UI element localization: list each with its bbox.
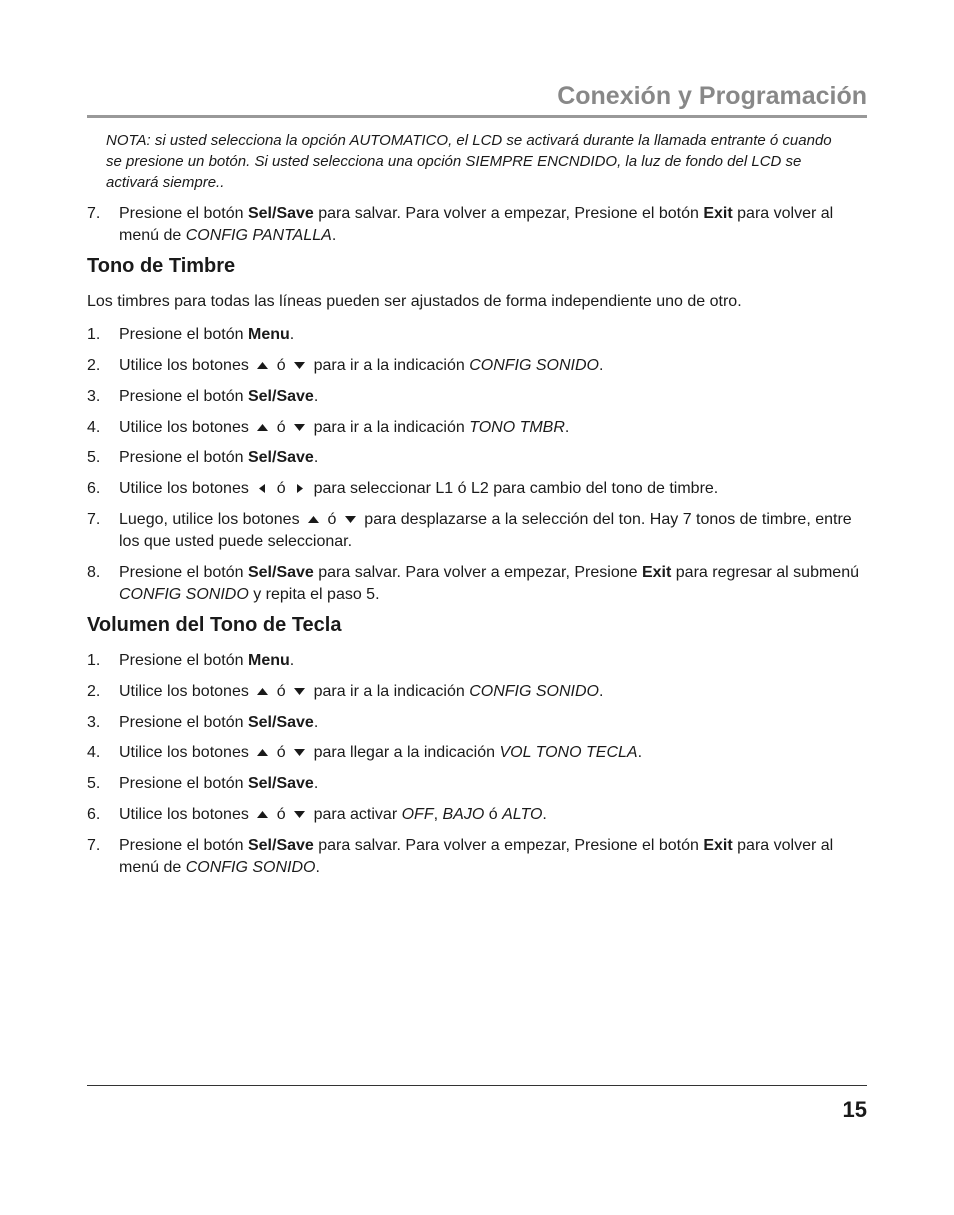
list-item: 7. Luego, utilice los botones ó para desplazarse a la selección del ton. Hay 7 tonos de timbre, entre los que usted puede seleccionar.	[87, 511, 852, 550]
step-number: 6.	[87, 480, 101, 497]
section-intro: Los timbres para todas las líneas pueden ser ajustados de forma independiente uno de otro.	[87, 293, 742, 310]
up-arrow-icon	[257, 748, 268, 757]
up-arrow-icon	[257, 423, 268, 432]
list-item: 5. Presione el botón Sel/Save.	[87, 447, 862, 469]
section-title-tono: Tono de Timbre	[87, 255, 236, 277]
up-arrow-icon	[308, 515, 319, 524]
up-arrow-icon	[257, 687, 268, 696]
step-number: 5.	[87, 449, 101, 466]
step-number: 1.	[87, 652, 101, 669]
list-item: 3. Presione el botón Sel/Save.	[87, 712, 862, 734]
footer-rule	[87, 1085, 867, 1086]
down-arrow-icon	[294, 687, 305, 696]
step-number: 8.	[87, 564, 101, 581]
page-header-title: Conexión y Programación	[557, 82, 867, 110]
down-arrow-icon	[294, 810, 305, 819]
down-arrow-icon	[294, 748, 305, 757]
section-title-volumen: Volumen del Tono de Tecla	[87, 614, 342, 636]
list-item: 2. Utilice los botones ó para ir a la indicación CONFIG SONIDO.	[87, 681, 862, 703]
header-rule	[87, 115, 867, 118]
left-arrow-icon	[257, 484, 268, 493]
up-arrow-icon	[257, 361, 268, 370]
step-number: 6.	[87, 806, 101, 823]
list-item: 1. Presione el botón Menu.	[87, 324, 862, 346]
down-arrow-icon	[294, 361, 305, 370]
step-number: 4.	[87, 744, 101, 761]
up-arrow-icon	[257, 810, 268, 819]
list-item: 6. Utilice los botones ó para seleccionar L1 ó L2 para cambio del tono de timbre.	[87, 478, 862, 500]
list-item: 7. Presione el botón Sel/Save para salvar. Para volver a empezar, Presione el botón Exit para volver al menú de CONFIG SONIDO.	[87, 837, 834, 876]
down-arrow-icon	[294, 423, 305, 432]
right-arrow-icon	[294, 484, 305, 493]
note: NOTA: si usted selecciona la opción AUTOMATICO, el LCD se activará durante la llamada entrante ó cuando se presione un botón. Si usted selecciona una opción SIEMPRE ENCNDIDO, la luz de fondo del LCD se activará siempre..	[106, 132, 832, 191]
step-number: 7.	[87, 837, 101, 854]
step-number: 2.	[87, 683, 101, 700]
step-number: 7.	[87, 511, 101, 528]
down-arrow-icon	[345, 515, 356, 524]
page-number: 15	[842, 1097, 867, 1122]
list-item: 4. Utilice los botones ó para llegar a la indicación VOL TONO TECLA.	[87, 742, 862, 764]
list-item: 2. Utilice los botones ó para ir a la indicación CONFIG SONIDO.	[87, 355, 862, 377]
list-item: 8. Presione el botón Sel/Save para salvar. Para volver a empezar, Presione Exit para regresar al submenú CONFIG SONIDO y repita el paso 5.	[87, 564, 859, 603]
step-number: 2.	[87, 357, 101, 374]
step-number: 4.	[87, 419, 101, 436]
list-item: 4. Utilice los botones ó para ir a la indicación TONO TMBR.	[87, 417, 862, 439]
list-item: 5. Presione el botón Sel/Save.	[87, 773, 862, 795]
list-item: 6. Utilice los botones ó para activar OFF, BAJO ó ALTO.	[87, 804, 862, 826]
step-number: 5.	[87, 775, 101, 792]
list-item: 1. Presione el botón Menu.	[87, 650, 862, 672]
list-item: 3. Presione el botón Sel/Save.	[87, 386, 862, 408]
list-item: 7. Presione el botón Sel/Save para salvar. Para volver a empezar, Presione el botón Exit para volver al menú de CONFIG PANTALLA.	[87, 205, 834, 244]
step-number: 7.	[87, 205, 101, 222]
step-number: 3.	[87, 714, 101, 731]
step-number: 3.	[87, 388, 101, 405]
step-number: 1.	[87, 326, 101, 343]
